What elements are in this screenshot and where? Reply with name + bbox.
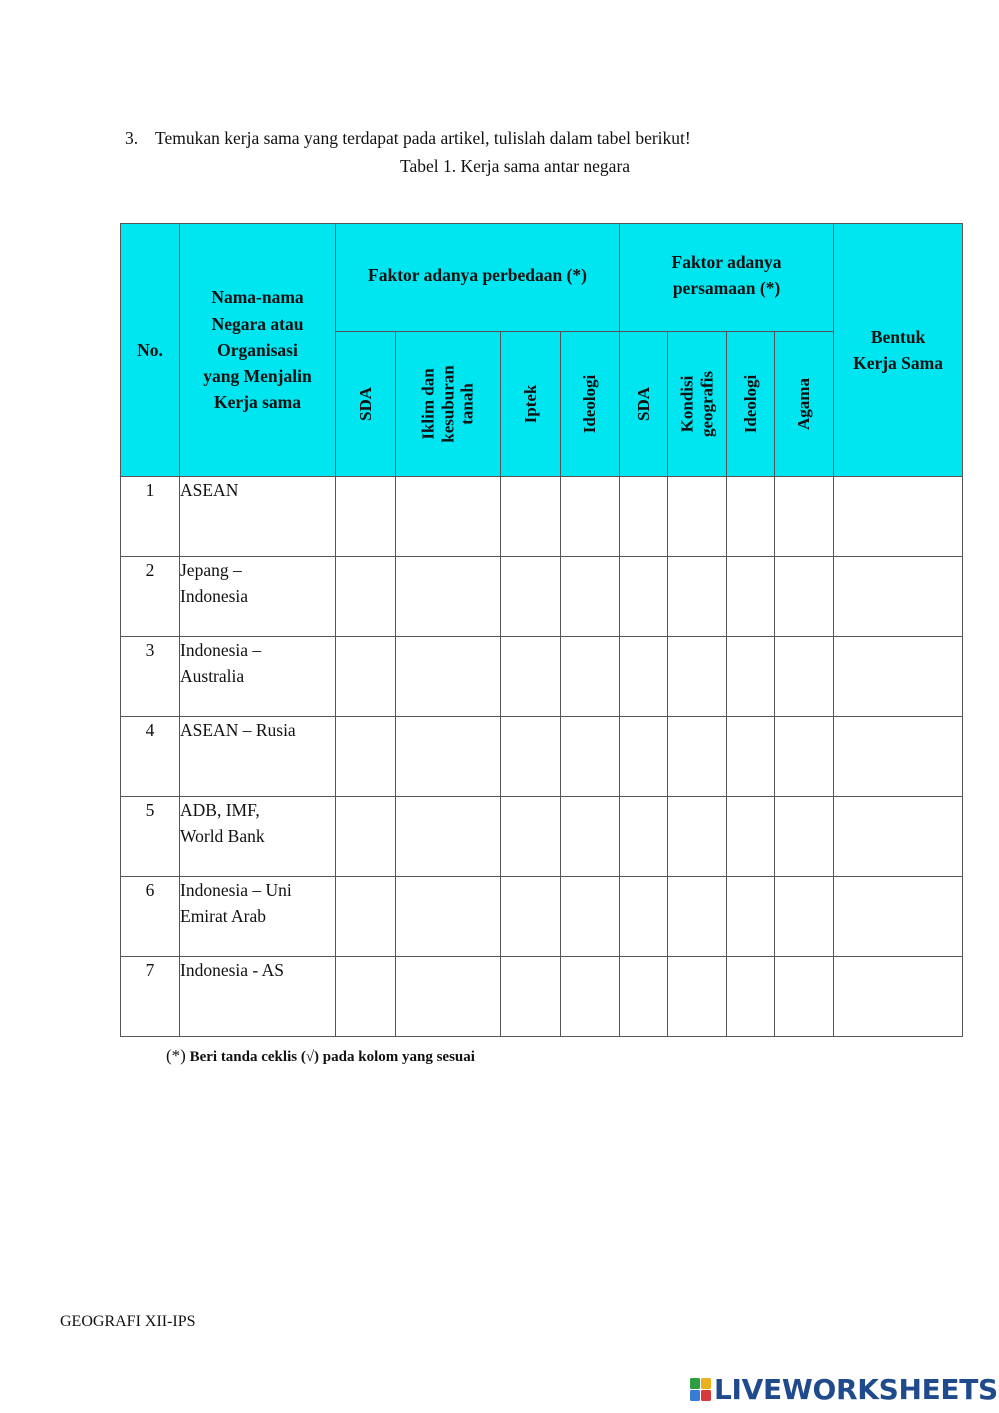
table-caption: Tabel 1. Kerja sama antar negara xyxy=(400,156,631,176)
check-cell[interactable] xyxy=(501,717,561,797)
row-name-line: Emirat Arab xyxy=(180,906,267,927)
check-cell[interactable] xyxy=(620,637,668,717)
check-cell[interactable] xyxy=(336,637,396,717)
row-name xyxy=(180,797,336,877)
table-row xyxy=(121,477,963,557)
row-number: 1 xyxy=(121,477,180,557)
instruction-text: Temukan kerja sama yang terdapat pada artikel, tulislah dalam tabel berikut! xyxy=(155,128,691,148)
check-cell[interactable] xyxy=(668,637,727,717)
check-cell[interactable] xyxy=(775,877,834,957)
check-cell[interactable] xyxy=(775,637,834,717)
check-cell[interactable] xyxy=(396,477,501,557)
header-persamaan-ideologi-text: Ideologi xyxy=(740,374,760,434)
header-name-line: Negara atau xyxy=(211,313,304,334)
header-perbedaan-sda xyxy=(336,332,396,477)
row-number: 4 xyxy=(121,717,180,797)
row-name-line: ASEAN xyxy=(180,480,239,500)
header-name-line: Organisasi xyxy=(217,339,298,360)
bentuk-cell[interactable] xyxy=(834,557,963,637)
header-perbedaan-sda-text: SDA xyxy=(355,386,375,422)
header-agama-text: Agama xyxy=(794,378,814,430)
header-bentuk xyxy=(834,224,963,477)
table-row xyxy=(121,957,963,1037)
row-name xyxy=(180,557,336,637)
row-number: 2 xyxy=(121,557,180,637)
check-cell[interactable] xyxy=(775,557,834,637)
check-cell[interactable] xyxy=(336,797,396,877)
row-name xyxy=(180,637,336,717)
header-persamaan-ideologi xyxy=(727,332,775,477)
check-cell[interactable] xyxy=(561,717,620,797)
check-cell[interactable] xyxy=(620,957,668,1037)
header-iklim-line: kesuburan xyxy=(438,365,458,443)
table-row xyxy=(121,557,963,637)
check-cell[interactable] xyxy=(501,477,561,557)
check-cell[interactable] xyxy=(727,717,775,797)
check-cell[interactable] xyxy=(620,797,668,877)
check-cell[interactable] xyxy=(561,877,620,957)
check-cell[interactable] xyxy=(336,877,396,957)
header-perbedaan-ideologi xyxy=(561,332,620,477)
check-cell[interactable] xyxy=(561,957,620,1037)
row-name xyxy=(180,477,336,557)
check-cell[interactable] xyxy=(668,877,727,957)
table-row xyxy=(121,717,963,797)
check-cell[interactable] xyxy=(775,797,834,877)
footer-subject: GEOGRAFI XII-IPS xyxy=(60,1313,196,1330)
header-persamaan-sda xyxy=(620,332,668,477)
header-perbedaan-group xyxy=(336,224,620,332)
check-cell[interactable] xyxy=(668,557,727,637)
check-cell[interactable] xyxy=(727,477,775,557)
row-name-line: Indonesia – xyxy=(180,640,262,660)
cooperation-table xyxy=(120,223,963,1037)
bentuk-cell[interactable] xyxy=(834,637,963,717)
row-name-line: ADB, IMF, xyxy=(180,800,260,820)
header-perbedaan-ideologi-text: Ideologi xyxy=(580,374,600,434)
check-cell[interactable] xyxy=(396,717,501,797)
check-cell[interactable] xyxy=(668,957,727,1037)
logo-blocks-icon xyxy=(690,1378,712,1402)
bentuk-cell[interactable] xyxy=(834,477,963,557)
check-cell[interactable] xyxy=(727,957,775,1037)
row-number: 5 xyxy=(121,797,180,877)
check-cell[interactable] xyxy=(668,477,727,557)
bentuk-cell[interactable] xyxy=(834,797,963,877)
check-cell[interactable] xyxy=(501,637,561,717)
check-cell[interactable] xyxy=(727,637,775,717)
row-number: 6 xyxy=(121,877,180,957)
header-name xyxy=(180,224,336,477)
header-perbedaan-label: Faktor adanya perbedaan (*) xyxy=(368,265,587,285)
bentuk-cell[interactable] xyxy=(834,957,963,1037)
row-name xyxy=(180,717,336,797)
header-kondisi-line: Kondisi xyxy=(677,375,697,433)
header-iklim-line: tanah xyxy=(457,383,477,425)
header-iptek-text: Iptek xyxy=(520,384,540,424)
table-note xyxy=(166,1046,475,1066)
row-name-line: Australia xyxy=(180,666,245,687)
row-name-line: ASEAN – Rusia xyxy=(180,720,296,740)
check-cell[interactable] xyxy=(396,797,501,877)
row-name xyxy=(180,957,336,1037)
table-row xyxy=(121,797,963,877)
bentuk-cell[interactable] xyxy=(834,717,963,797)
check-cell[interactable] xyxy=(396,957,501,1037)
check-cell[interactable] xyxy=(501,797,561,877)
header-persamaan-line: Faktor adanya xyxy=(671,252,782,272)
bentuk-cell[interactable] xyxy=(834,877,963,957)
row-name-line: Indonesia xyxy=(180,586,249,607)
check-cell[interactable] xyxy=(561,557,620,637)
header-bentuk-line: Bentuk xyxy=(870,326,926,347)
check-cell[interactable] xyxy=(561,477,620,557)
note-asterisk: (*) xyxy=(166,1046,186,1065)
row-name-line: Indonesia – Uni xyxy=(180,880,292,900)
header-perbedaan-iklim xyxy=(396,332,501,477)
instruction xyxy=(125,128,691,149)
liveworksheets-logo xyxy=(690,1373,998,1406)
header-bentuk-line: Kerja Sama xyxy=(853,353,943,373)
row-name xyxy=(180,877,336,957)
header-name-line: Nama-nama xyxy=(211,287,304,308)
check-cell[interactable] xyxy=(501,877,561,957)
check-cell[interactable] xyxy=(336,477,396,557)
header-persamaan-line: persamaan (*) xyxy=(672,278,781,299)
check-cell[interactable] xyxy=(336,557,396,637)
check-cell[interactable] xyxy=(501,557,561,637)
note-text: Beri tanda ceklis (√) pada kolom yang sesuai xyxy=(189,1049,475,1065)
header-kondisi-line: geografis xyxy=(697,370,716,438)
check-cell[interactable] xyxy=(501,957,561,1037)
row-number: 3 xyxy=(121,637,180,717)
check-cell[interactable] xyxy=(727,877,775,957)
check-cell[interactable] xyxy=(336,717,396,797)
check-cell[interactable] xyxy=(668,797,727,877)
check-cell[interactable] xyxy=(620,877,668,957)
check-cell[interactable] xyxy=(775,477,834,557)
check-cell[interactable] xyxy=(561,637,620,717)
header-iklim-line: Iklim dan xyxy=(418,368,438,440)
check-cell[interactable] xyxy=(620,477,668,557)
header-persamaan-agama xyxy=(775,332,834,477)
header-name-line: yang Menjalin xyxy=(203,366,312,387)
check-cell[interactable] xyxy=(396,637,501,717)
check-cell[interactable] xyxy=(561,797,620,877)
check-cell[interactable] xyxy=(775,957,834,1037)
check-cell[interactable] xyxy=(668,717,727,797)
header-persamaan-kondisi xyxy=(668,332,727,477)
row-name-line: Jepang – xyxy=(180,560,242,580)
table-row xyxy=(121,637,963,717)
instruction-number: 3. xyxy=(125,128,139,148)
table-row xyxy=(121,877,963,957)
header-no: No. xyxy=(121,224,180,477)
check-cell[interactable] xyxy=(727,797,775,877)
header-persamaan-group xyxy=(620,224,834,332)
check-cell[interactable] xyxy=(775,717,834,797)
check-cell[interactable] xyxy=(396,877,501,957)
check-cell[interactable] xyxy=(620,557,668,637)
header-name-line: Kerja sama xyxy=(214,392,301,413)
check-cell[interactable] xyxy=(727,557,775,637)
check-cell[interactable] xyxy=(620,717,668,797)
check-cell[interactable] xyxy=(396,557,501,637)
logo-text: LIVEWORKSHEETS xyxy=(714,1373,998,1406)
header-persamaan-sda-text: SDA xyxy=(633,386,653,422)
row-number: 7 xyxy=(121,957,180,1037)
row-name-line: Indonesia - AS xyxy=(180,960,285,980)
header-perbedaan-iptek xyxy=(501,332,561,477)
row-name-line: World Bank xyxy=(180,826,265,847)
check-cell[interactable] xyxy=(336,957,396,1037)
